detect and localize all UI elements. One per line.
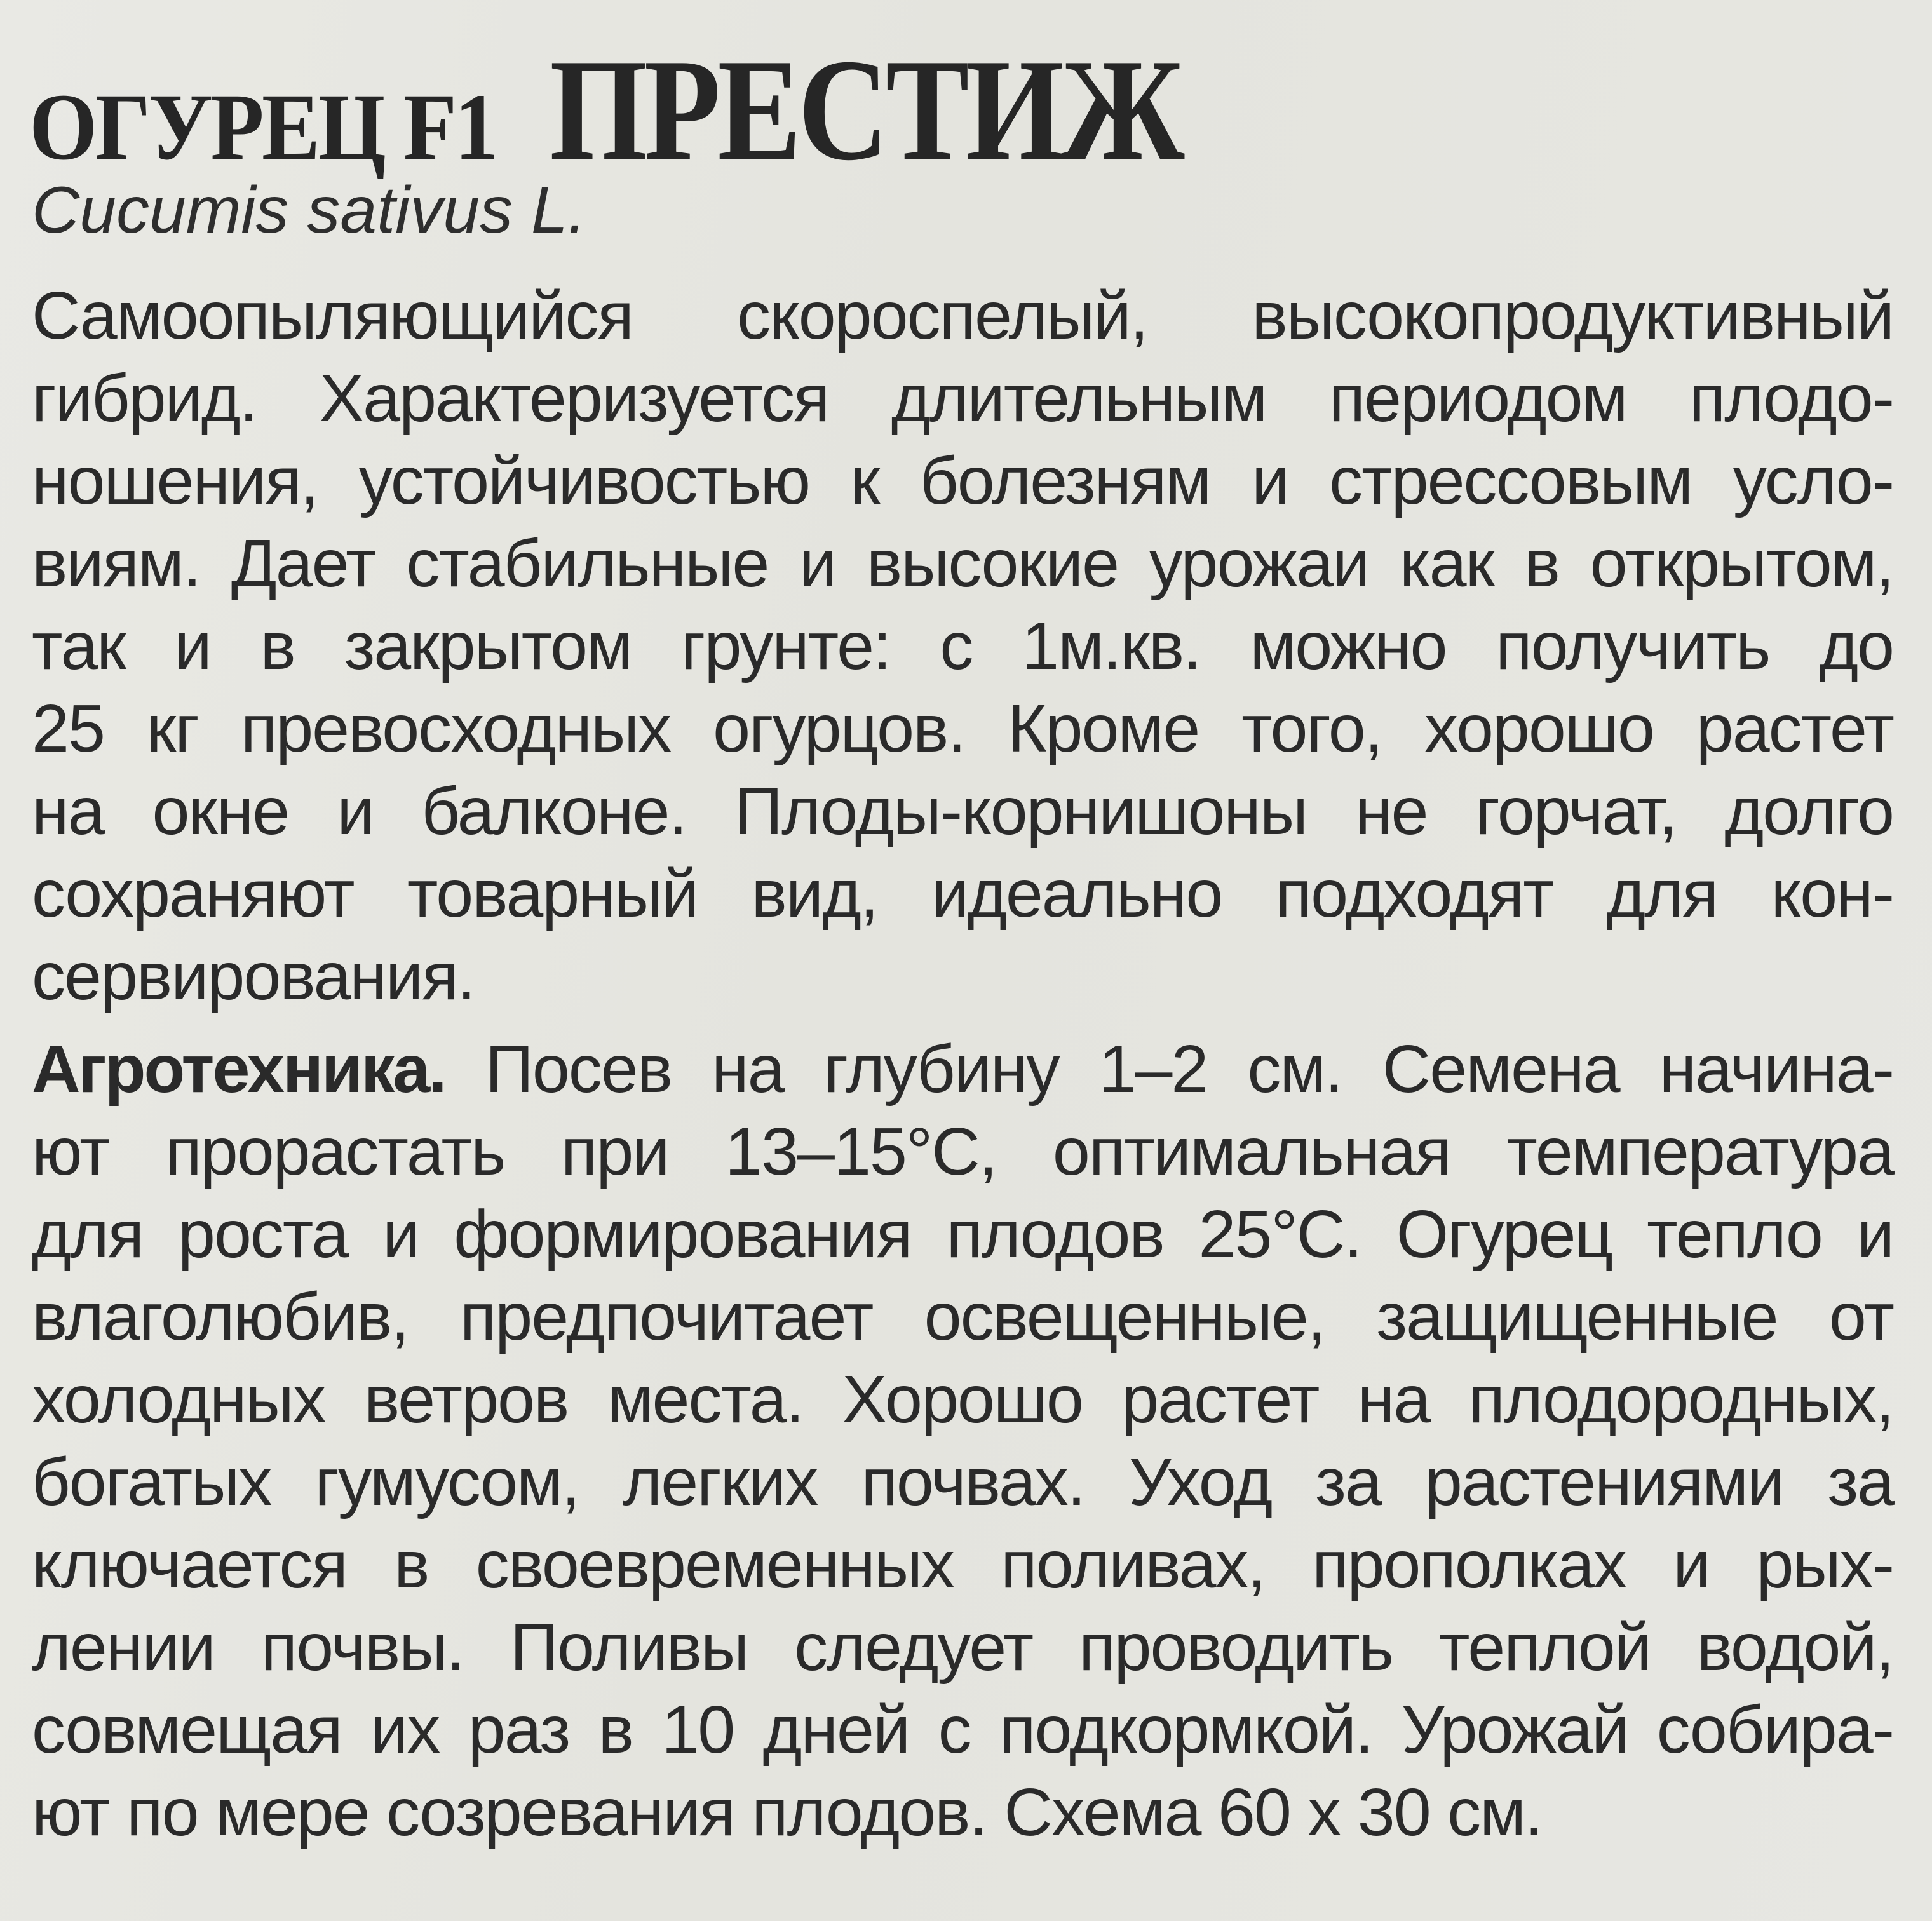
agrotechnics-line: ключается в своевременных поливах, прополках и рых-	[32, 1527, 1893, 1602]
description-line: 25 кг превосходных огурцов. Кроме того, хорошо растет	[32, 691, 1893, 766]
description-line: виям. Дает стабильные и высокие урожаи как в открытом,	[32, 526, 1893, 601]
product-title	[29, 25, 1903, 191]
description-line: на окне и балконе. Плоды-корнишоны не горчат, долго	[32, 774, 1893, 849]
agrotechnics-first-line	[32, 1028, 1893, 1110]
description-line: гибрид. Характеризуется длительным периодом плодо-	[32, 361, 1893, 436]
agrotechnics-line: богатых гумусом, легких почвах. Уход за растениями за	[32, 1445, 1893, 1520]
agrotechnics-heading: Агротехника.	[32, 1032, 445, 1107]
description-line: так и в закрытом грунте: с 1м.кв. можно получить до	[32, 609, 1893, 684]
description-line: сохраняют товарный вид, идеально подходят для кон-	[32, 856, 1893, 931]
agrotechnics-line: холодных ветров места. Хорошо растет на плодородных,	[32, 1362, 1893, 1437]
agrotechnics-line: ют прорастать при 13–15°С, оптимальная температура	[32, 1114, 1893, 1189]
latin-name: Cucumis sativus L.	[32, 173, 586, 247]
description-line: сервирования.	[32, 939, 475, 1014]
description-line: Самоопыляющийся скороспелый, высокопродуктивный	[32, 278, 1893, 353]
title-prefix: ОГУРЕЦ F1	[29, 74, 496, 180]
agrotechnics-line: лении почвы. Поливы следует проводить теплой водой,	[32, 1610, 1893, 1685]
agrotechnics-line: влаголюбив, предпочитает освещенные, защищенные от	[32, 1279, 1893, 1354]
description-line: ношения, устойчивостью к болезням и стрессовым усло-	[32, 443, 1893, 518]
agrotechnics-line: совмещая их раз в 10 дней с подкормкой. Урожай собира-	[32, 1692, 1893, 1767]
variety-name: ПРЕСТИЖ	[549, 29, 1182, 191]
agrotechnics-first-line-text: Посев на глубину 1–2 см. Семена начина-	[445, 1032, 1893, 1107]
agrotechnics-line: для роста и формирования плодов 25°С. Огурец тепло и	[32, 1197, 1893, 1272]
agrotechnics-line: ют по мере созревания плодов. Схема 60 х 30 см.	[32, 1775, 1543, 1850]
